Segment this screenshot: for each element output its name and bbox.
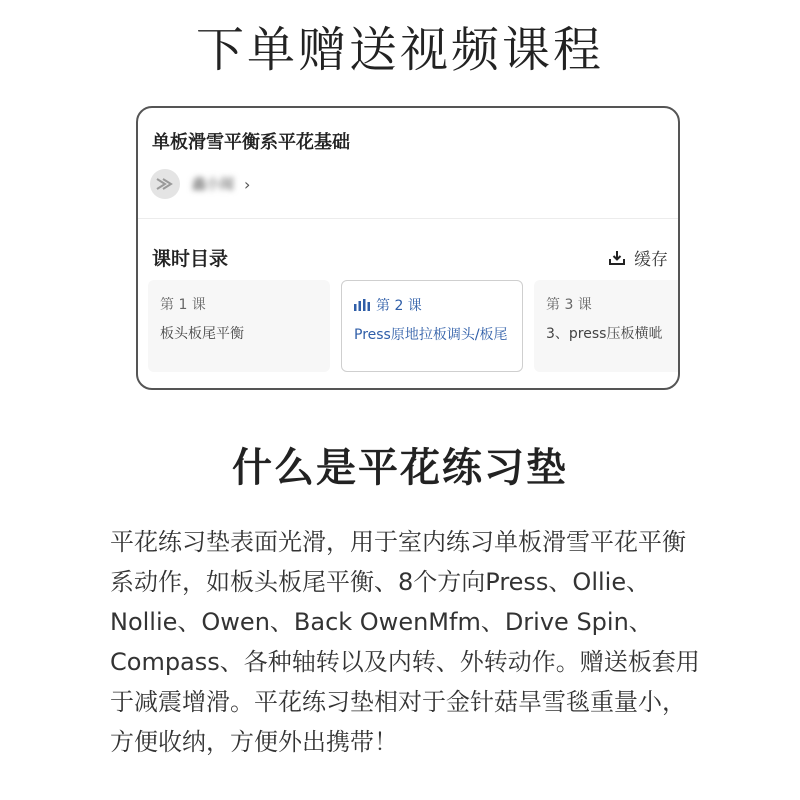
save-label: 缓存 xyxy=(634,250,668,270)
lesson-name: 3、press压板横呲 xyxy=(546,326,663,342)
playing-bars-icon xyxy=(354,299,370,311)
lesson-name: 板头板尾平衡 xyxy=(160,326,244,342)
lesson-number-row xyxy=(354,295,422,315)
author-row[interactable] xyxy=(150,168,250,200)
lesson-card-1[interactable] xyxy=(148,280,330,372)
lesson-number: 第 2 课 xyxy=(376,298,422,314)
course-card xyxy=(136,106,680,390)
lesson-name: Press原地拉板调头/板尾 xyxy=(354,327,508,343)
lesson-list xyxy=(148,280,678,376)
promo-title: 下单赠送视频课程 xyxy=(195,22,604,78)
lesson-number: 第 1 课 xyxy=(160,297,206,313)
author-avatar xyxy=(150,169,180,199)
lesson-card-3[interactable] xyxy=(534,280,680,372)
section-description: 平花练习垫表面光滑，用于室内练习单板滑雪平花平衡系动作，如板头板尾平衡、8个方向Press、Ollie、Nollie、Owen、Back OwenMfm、Drive Spin、Compass、各种轴转以及内转、外转动作。赠送板套用于减震增滑。平花练习垫相对于金针菇旱雪毯重量小，方便收纳，方便外出携带！ xyxy=(110,528,700,756)
course-title: 单板滑雪平衡系平花基础 xyxy=(152,132,350,153)
download-icon xyxy=(608,249,626,267)
divider xyxy=(138,218,678,219)
catalog-title: 课时目录 xyxy=(152,248,229,270)
author-name: 鑫小闻 xyxy=(192,177,234,193)
chevron-right-icon: › xyxy=(244,174,251,194)
lesson-card-2[interactable] xyxy=(341,280,523,372)
save-button[interactable] xyxy=(608,245,668,270)
section-heading: 什么是平花练习垫 xyxy=(232,445,568,491)
author-logo-icon xyxy=(155,177,175,191)
lesson-number: 第 3 课 xyxy=(546,297,592,313)
